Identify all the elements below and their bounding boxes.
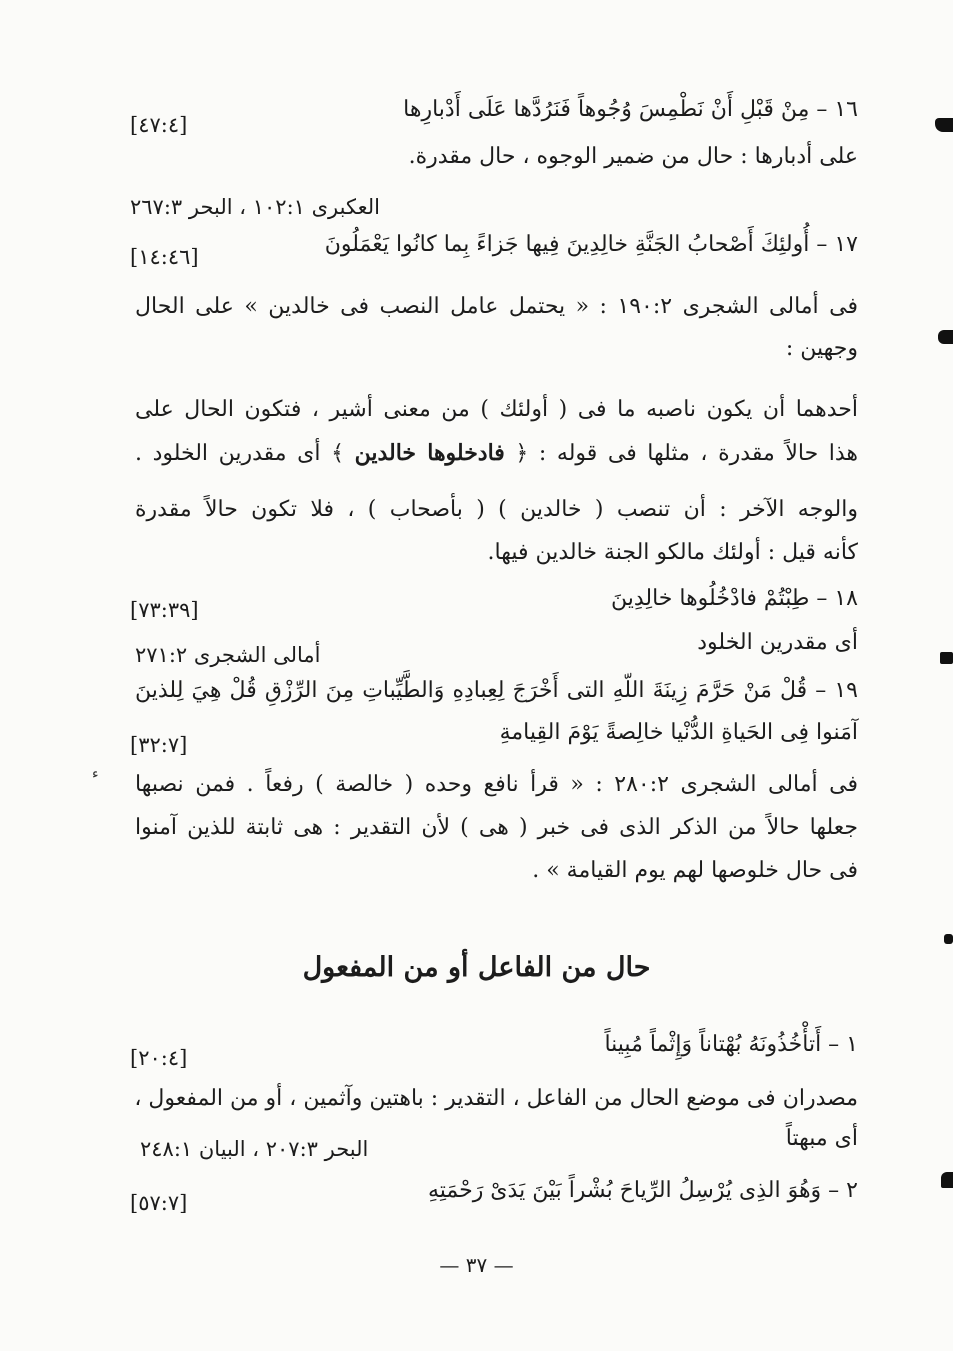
entry-19-p-line1: فى أمالى الشجرى ٢٨٠:٢ : « قرأ نافع وحده ( خالصة ) رفعاً . فمن نصبها	[135, 772, 858, 797]
entry-17-p1-line2: وجهين :	[785, 336, 858, 361]
entry-18-verse: ١٨ – طِبْتُمْ فادْخُلُوها خالِدِينَ	[610, 586, 858, 611]
scan-edge-mark	[938, 330, 953, 344]
entry-17-p3-line1: والوجه الآخر : أن تنصب ( خالدين ) ( بأصحاب ) ، فلا تكون حالاً مقدرة	[135, 497, 858, 522]
scan-edge-mark	[940, 652, 953, 664]
section-entry-1-ref: [٢٠:٤]	[130, 1046, 188, 1070]
entry-16-verse: ١٦ – مِنْ قَبْلِ أَنْ نَطْمِسَ وُجُوهاً فَنَرُدَّها عَلَى أَدْبارِها	[403, 97, 858, 122]
entry-17-p2-line2	[135, 438, 858, 469]
entry-16-ref: [٤٧:٤]	[130, 113, 188, 137]
scan-edge-mark	[935, 118, 953, 132]
entry-17-p2-line2-b: ﴾ أى مقدرين الخلود .	[135, 441, 344, 466]
scan-speck: ء	[92, 766, 99, 782]
entry-17-p2-line1: أحدهما أن يكون ناصبه ما فى ( أولئك ) من معنى أشير ، فتكون الحال على	[135, 397, 858, 422]
section-entry-1-note-line2: أى مبهتاً	[785, 1126, 858, 1151]
entry-17-p2-line2-a: هذا حالاً مقدرة ، مثلها فى قوله : ﴿	[515, 441, 859, 466]
section-entry-1-note-line1: مصدران فى موضع الحال من الفاعل ، التقدير : باهتين وآثمين ، أو من المفعول ،	[134, 1086, 858, 1111]
entry-17-p1-line1: فى أمالى الشجرى ١٩٠:٢ : « يحتمل عامل النصب فى خالدين » على الحال	[135, 294, 858, 319]
page-number: — ٣٧ —	[439, 1253, 514, 1277]
scan-edge-mark	[941, 1172, 953, 1188]
entry-18-note: أى مقدرين الخلود	[697, 630, 858, 655]
entry-16-note: على أدبارها : حال من ضمير الوجوه ، حال مقدرة.	[408, 144, 858, 169]
section-entry-1-source: البحر ٢٠٧:٣ ، البيان ٢٤٨:١	[140, 1137, 369, 1161]
entry-16-source: العكبرى ١٠٢:١ ، البحر ٢٦٧:٣	[130, 195, 380, 219]
entry-17-verse: ١٧ – أُولئِكَ أَصْحابُ الجَنَّةِ خالِدِينَ فِيها جَزاءً بِما كانُوا يَعْمَلُونَ	[324, 232, 858, 257]
entry-19-verse-line1: ١٩ – قُلْ مَنْ حَرَّمَ زِينَةَ اللّهِ التى أَخْرَجَ لِعِبادِهِ وَالطَّيِّباتِ مِنَ الرِّزْقِ قُلْ هِيَ لِلذينَ	[135, 678, 858, 703]
section-entry-2-verse: ٢ – وَهُوَ الذِى يُرْسِلُ الرِّياحَ بُشْراً بَيْنَ يَدَىْ رَحْمَتِهِ	[427, 1178, 858, 1203]
section-entry-2-ref: [٥٧:٧]	[130, 1191, 188, 1215]
entry-17-ref: [١٤:٤٦]	[130, 245, 199, 269]
entry-17-p3-line2: كأنه قيل : أولئك مالكو الجنة خالدين فيها.	[487, 540, 858, 565]
entry-17-quran-quote: فادخلوها خالدين	[354, 440, 505, 466]
entry-19-ref: [٣٢:٧]	[130, 733, 188, 757]
entry-18-source: أمالى الشجرى ٢٧١:٢	[135, 643, 321, 667]
entry-19-p-line2: جعلها حالاً من الذكر الذى فى خبر ( هى ) لأن التقدير : هى ثابتة للذين آمنوا	[135, 815, 858, 840]
entry-19-verse-line2: آمَنوا فِى الحَياةِ الدُّنْيا خالِصةً يَوْمَ القِيامةِ	[499, 720, 858, 745]
section-entry-1-verse: ١ – أَتأْخُذُونَهُ بُهْتاناً وَإِثْماً مُبِيناً	[604, 1032, 858, 1057]
entry-19-p-line3: فى حال خلوصها لهم يوم القيامة » .	[532, 858, 858, 883]
scan-edge-mark	[944, 934, 953, 944]
section-heading: حال من الفاعل أو من المفعول	[302, 952, 651, 983]
entry-18-ref: [٧٣:٣٩]	[130, 598, 199, 622]
